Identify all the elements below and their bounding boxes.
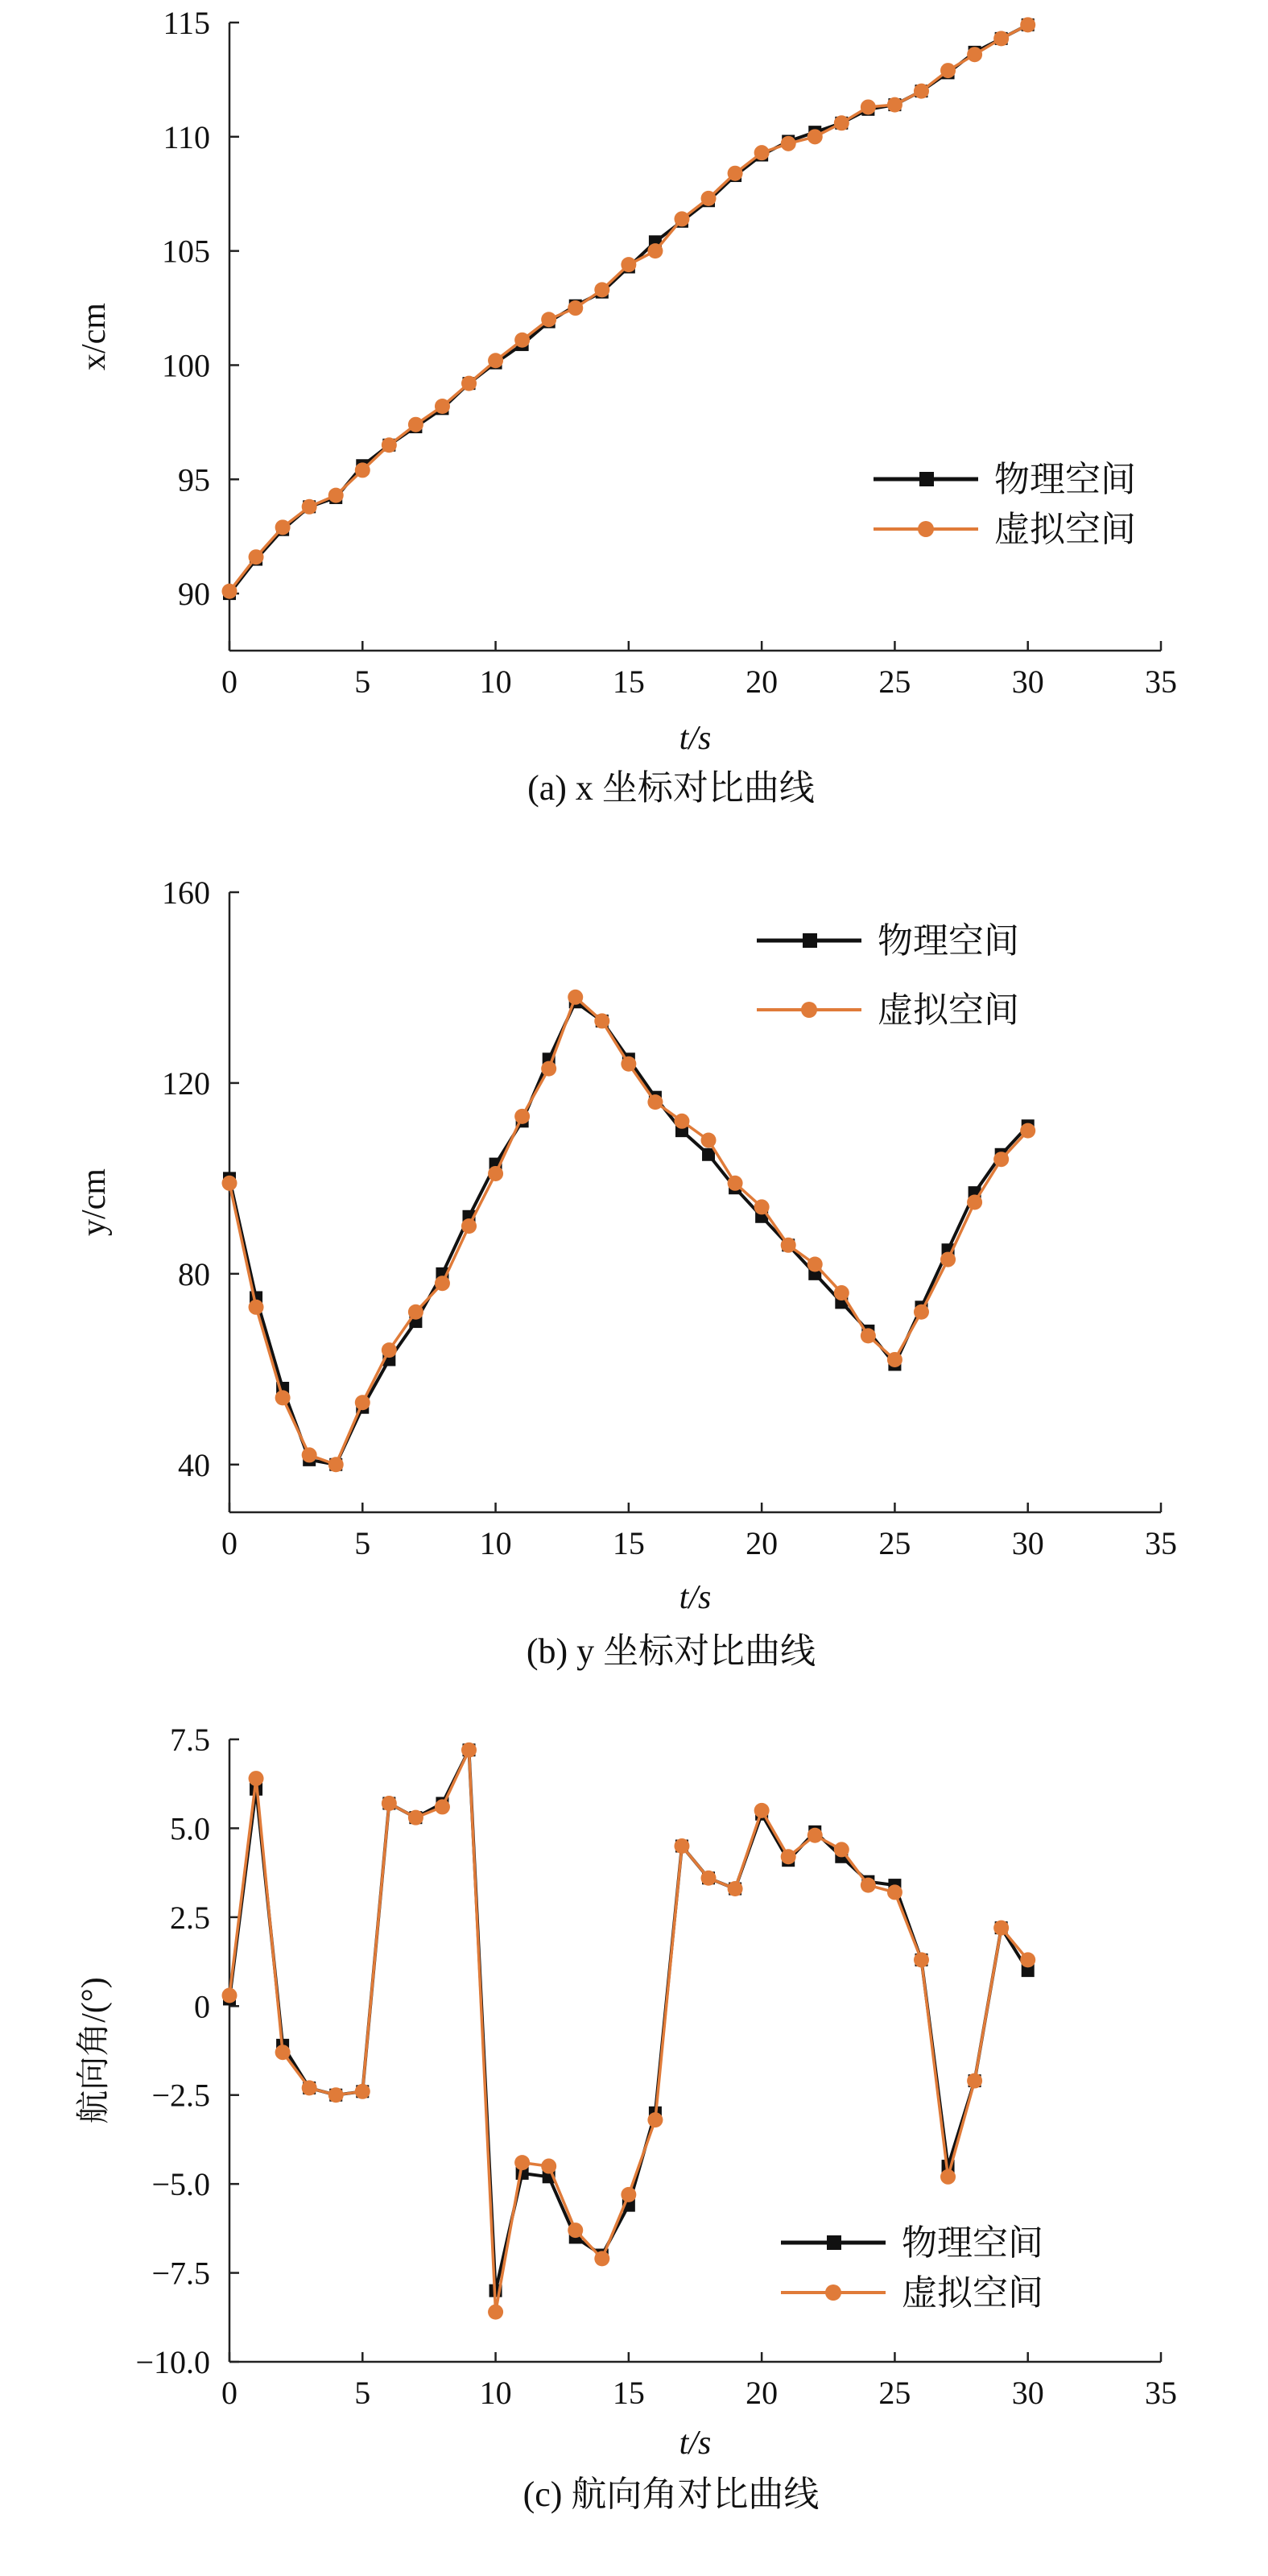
data-point [275, 519, 291, 535]
x-tick-label: 15 [612, 1525, 645, 1561]
data-point [382, 1796, 397, 1811]
x-tick-label: 0 [221, 2375, 237, 2411]
y-tick-label: 160 [162, 875, 210, 911]
data-point [621, 2187, 636, 2202]
data-point [914, 1952, 929, 1967]
y-tick-label: 100 [162, 347, 210, 384]
data-point [781, 1849, 796, 1864]
legend-label: 虚拟空间 [878, 990, 1019, 1031]
data-point [514, 1109, 530, 1124]
x-tick-label: 5 [354, 1525, 371, 1561]
data-point [621, 1056, 636, 1072]
y-tick-label: 7.5 [170, 1722, 210, 1758]
data-point [514, 2155, 530, 2170]
data-point [940, 1252, 956, 1267]
data-point [355, 2084, 370, 2099]
x-axis-label: t/s [679, 1579, 712, 1616]
data-point [222, 1176, 237, 1191]
data-point [647, 243, 663, 258]
data-point [461, 1743, 477, 1758]
panel-x-coordinate [76, 5, 1177, 808]
data-point [302, 1447, 317, 1462]
x-tick-label: 25 [878, 664, 911, 700]
data-point [328, 488, 344, 503]
x-tick-label: 0 [221, 1525, 237, 1561]
data-point [1020, 1952, 1035, 1967]
data-point [275, 2045, 291, 2060]
legend-label: 虚拟空间 [902, 2272, 1043, 2313]
data-point [355, 1395, 370, 1410]
data-point [754, 1199, 770, 1214]
data-point [1020, 1123, 1035, 1139]
data-point [568, 300, 583, 316]
data-point [914, 84, 929, 99]
y-tick-label: 105 [162, 233, 210, 270]
data-point [514, 333, 530, 348]
x-tick-label: 20 [746, 2375, 779, 2411]
data-point [701, 1133, 717, 1148]
data-point [541, 1061, 556, 1077]
data-point [275, 1390, 291, 1405]
panel-y-coordinate [76, 875, 1177, 1671]
data-point [834, 115, 849, 130]
legend-label: 物理空间 [902, 2222, 1043, 2264]
data-point [807, 129, 823, 144]
data-point [355, 462, 370, 478]
data-point [408, 417, 423, 432]
x-tick-label: 10 [479, 664, 512, 700]
x-tick-label: 25 [878, 2375, 911, 2411]
y-tick-label: −5.0 [151, 2166, 210, 2203]
data-point [728, 1881, 743, 1896]
x-tick-label: 35 [1145, 664, 1177, 700]
y-tick-label: −2.5 [151, 2077, 210, 2114]
data-point [249, 549, 264, 564]
data-point [435, 1276, 450, 1291]
legend [874, 459, 1136, 550]
data-point [914, 1305, 929, 1320]
data-point [328, 1457, 344, 1472]
legend-marker [827, 2235, 841, 2250]
x-tick-label: 35 [1145, 2375, 1177, 2411]
legend-marker [919, 472, 934, 486]
data-point [754, 145, 770, 160]
y-axis-label: 航向角/(°) [76, 1977, 113, 2124]
data-point [701, 191, 717, 206]
data-point [728, 166, 743, 181]
data-point [408, 1810, 423, 1826]
x-tick-label: 10 [479, 2375, 512, 2411]
x-tick-label: 20 [746, 664, 779, 700]
x-tick-label: 5 [354, 664, 371, 700]
x-tick-label: 10 [479, 1525, 512, 1561]
data-point [621, 257, 636, 272]
data-point [967, 2074, 982, 2089]
data-point [249, 1771, 264, 1786]
data-point [834, 1285, 849, 1300]
x-tick-label: 35 [1145, 1525, 1177, 1561]
legend-label: 物理空间 [994, 459, 1136, 500]
data-point [568, 2222, 583, 2238]
data-point [461, 376, 477, 391]
x-axis-label: t/s [679, 720, 712, 757]
y-tick-label: 40 [178, 1446, 210, 1483]
panel-heading-angle [76, 1722, 1177, 2514]
data-point [887, 1352, 902, 1367]
panel-caption: (a) x 坐标对比曲线 [527, 768, 815, 808]
y-axis-label: x/cm [76, 303, 113, 370]
data-point [382, 437, 397, 453]
data-point [541, 312, 556, 327]
data-point [754, 1803, 770, 1818]
data-point [861, 1878, 876, 1893]
data-point [940, 2169, 956, 2185]
y-tick-label: −7.5 [151, 2255, 210, 2292]
x-tick-label: 5 [354, 2375, 371, 2411]
y-tick-label: 90 [178, 576, 210, 613]
data-point [807, 1828, 823, 1843]
x-tick-label: 15 [612, 664, 645, 700]
data-point [222, 584, 237, 599]
data-point [488, 353, 503, 368]
data-point [993, 31, 1009, 46]
data-point [302, 2080, 317, 2095]
legend-label: 物理空间 [878, 920, 1019, 961]
x-tick-label: 25 [878, 1525, 911, 1561]
y-tick-label: 95 [178, 461, 210, 498]
x-tick-label: 30 [1011, 664, 1044, 700]
data-point [861, 1328, 876, 1343]
data-point [302, 499, 317, 515]
x-tick-label: 15 [612, 2375, 645, 2411]
legend [781, 2222, 1043, 2313]
legend-marker [803, 933, 817, 948]
data-point [967, 1195, 982, 1210]
series-line [229, 25, 1028, 592]
data-point [249, 1300, 264, 1315]
y-tick-label: 0 [194, 1988, 210, 2025]
legend [757, 920, 1019, 1031]
data-point [435, 1799, 450, 1814]
data-point [701, 1871, 717, 1886]
x-tick-label: 30 [1011, 1525, 1044, 1561]
data-point [781, 1238, 796, 1253]
data-point [647, 2112, 663, 2127]
data-point [807, 1257, 823, 1272]
data-point [488, 2305, 503, 2320]
legend-marker [801, 1002, 817, 1018]
y-tick-label: 80 [178, 1255, 210, 1292]
data-point [488, 1166, 503, 1181]
data-point [887, 1884, 902, 1900]
data-point [674, 211, 689, 226]
data-point [674, 1838, 689, 1854]
data-point [940, 63, 956, 78]
data-point [967, 47, 982, 62]
x-axis-label: t/s [679, 2425, 712, 2462]
data-point [461, 1218, 477, 1234]
data-point [861, 99, 876, 114]
data-point [222, 1988, 237, 2003]
data-point [382, 1342, 397, 1358]
data-point [887, 97, 902, 113]
data-point [594, 1013, 609, 1028]
data-point [568, 990, 583, 1005]
data-point [993, 1921, 1009, 1936]
data-point [408, 1305, 423, 1320]
y-tick-label: 5.0 [170, 1810, 210, 1847]
data-point [328, 2087, 344, 2103]
x-tick-label: 0 [221, 664, 237, 700]
data-point [594, 282, 609, 297]
data-point [993, 1152, 1009, 1167]
data-point [834, 1842, 849, 1857]
data-point [541, 2159, 556, 2174]
y-tick-label: −10.0 [135, 2344, 210, 2380]
panel-caption: (c) 航向角对比曲线 [522, 2475, 820, 2514]
data-point [728, 1176, 743, 1191]
y-axis-label: y/cm [76, 1168, 113, 1236]
data-point [781, 136, 796, 151]
y-tick-label: 120 [162, 1065, 210, 1102]
data-point [435, 399, 450, 414]
y-tick-label: 115 [163, 5, 210, 41]
x-tick-label: 30 [1011, 2375, 1044, 2411]
data-point [674, 1114, 689, 1129]
legend-marker [825, 2284, 841, 2301]
data-point [594, 2251, 609, 2266]
series-line [229, 25, 1028, 593]
data-point [1020, 17, 1035, 32]
y-tick-label: 2.5 [170, 1899, 210, 1936]
panel-caption: (b) y 坐标对比曲线 [526, 1631, 816, 1671]
x-tick-label: 20 [746, 1525, 779, 1561]
legend-label: 虚拟空间 [994, 509, 1136, 550]
y-tick-label: 110 [163, 118, 210, 155]
legend-marker [918, 521, 934, 537]
data-point [647, 1094, 663, 1110]
